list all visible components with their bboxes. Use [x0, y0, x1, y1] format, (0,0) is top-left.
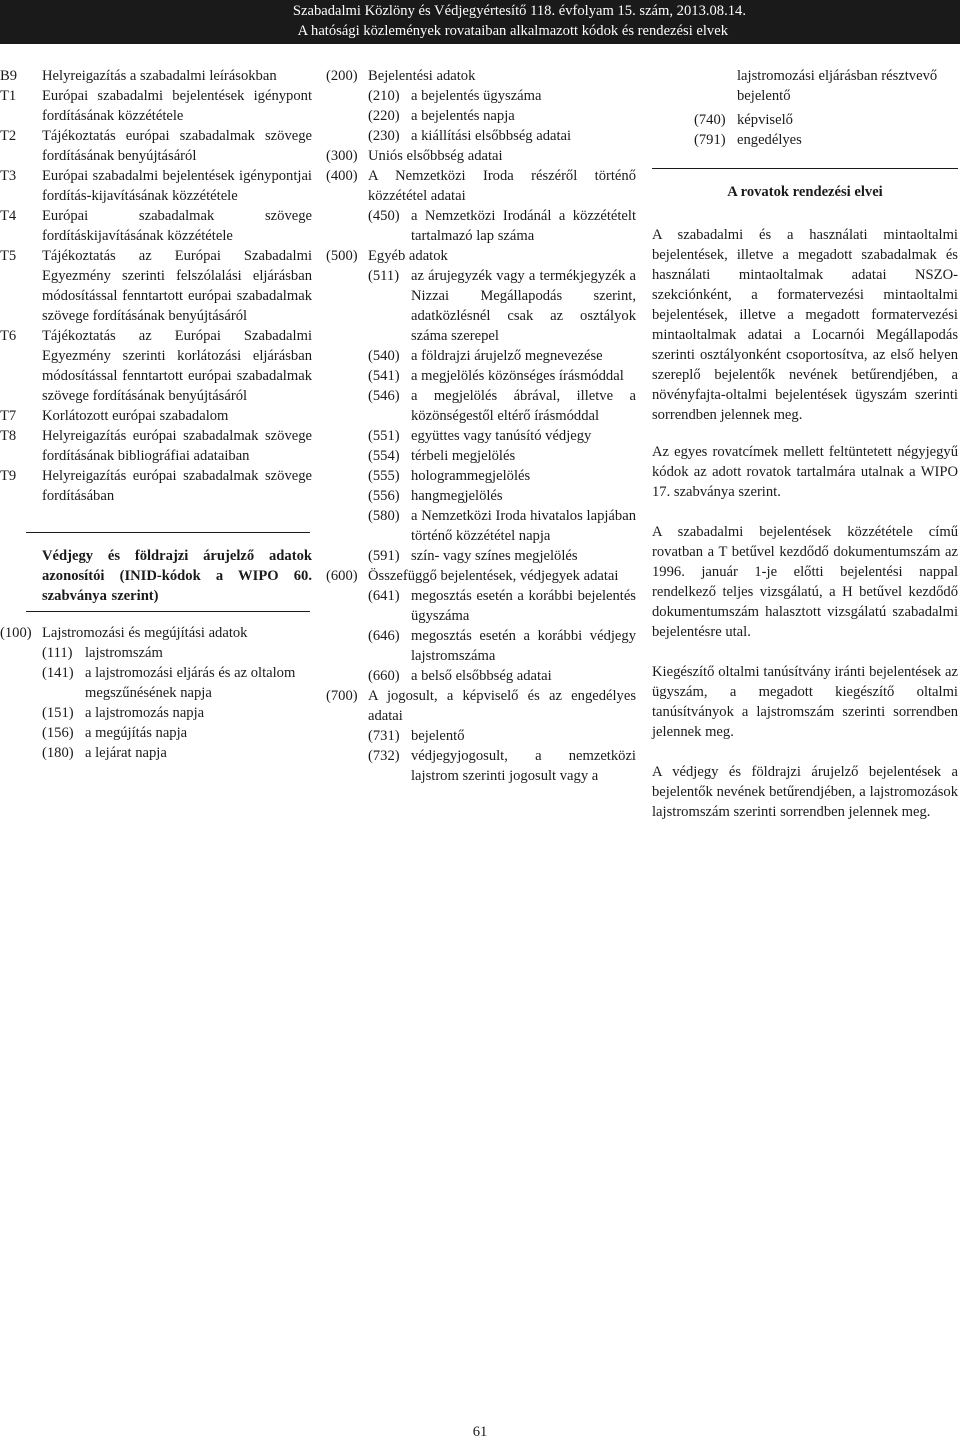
- inid-description: a megjelölés ábrával, illetve a közönségestől eltérő írásmóddal: [411, 388, 636, 424]
- inid-code: (700): [326, 688, 358, 704]
- inid-code: (591): [368, 548, 400, 564]
- inid-description: Egyéb adatok: [368, 248, 448, 264]
- inid-description: a megújítás napja: [85, 725, 188, 741]
- journal-title: Szabadalmi Közlöny és Védjegyértesítő 118. évfolyam 15. szám, 2013.08.14.: [292, 3, 746, 19]
- inid-code: (511): [368, 268, 400, 284]
- inid-code: (100): [0, 625, 32, 641]
- inid-description: a belső elsőbbség adatai: [411, 668, 552, 684]
- inid-entry: [326, 746, 636, 786]
- inid-entry: [326, 466, 636, 486]
- inid-entry: [0, 743, 312, 763]
- code-entry: [0, 326, 312, 406]
- inid-entry: [326, 66, 636, 86]
- inid-description: képviselő: [737, 112, 793, 128]
- ordering-paragraph: Kiegészítő oltalmi tanúsítvány iránti bejelentések az ügyszám, a megadott kiegészítő oltalmi tanúsítványok a lajstromszám szerinti sorrendben jelennek meg.: [652, 664, 958, 740]
- inid-description: a lejárat napja: [85, 745, 167, 761]
- inid-description: Uniós elsőbbség adatai: [368, 148, 503, 164]
- inid-code: (554): [368, 448, 400, 464]
- code-label: T5: [0, 248, 17, 264]
- code-description: Európai szabadalmak szövege fordításkijavításának közzététele: [42, 208, 312, 244]
- inid-description: hologrammegjelölés: [411, 468, 531, 484]
- inid-continuation: lajstromozási eljárásban résztvevő bejelentő: [737, 68, 938, 104]
- code-label: T4: [0, 208, 17, 224]
- inid-description: a földrajzi árujelző megnevezése: [411, 348, 603, 364]
- inid-code: (151): [42, 705, 74, 721]
- code-label: T7: [0, 408, 17, 424]
- inid-description: megosztás esetén a korábbi védjegy lajstromszáma: [411, 628, 636, 664]
- code-entry: [0, 426, 312, 466]
- code-label: T1: [0, 88, 17, 104]
- inid-entry: [326, 86, 636, 106]
- inid-entry: [0, 623, 312, 643]
- inid-description: a kiállítási elsőbbség adatai: [411, 128, 572, 144]
- inid-entry: [326, 166, 636, 206]
- divider: [26, 611, 310, 612]
- inid-description: térbeli megjelölés: [411, 448, 516, 464]
- inid-description: Lajstromozási és megújítási adatok: [42, 625, 248, 641]
- code-entry: [0, 246, 312, 326]
- inid-code: (740): [694, 112, 726, 128]
- inid-code: (230): [368, 128, 400, 144]
- inid-code: (551): [368, 428, 400, 444]
- code-entry: [0, 206, 312, 246]
- inid-entry: [0, 663, 312, 703]
- inid-description: engedélyes: [737, 132, 802, 148]
- code-label: T9: [0, 468, 17, 484]
- ordering-paragraph: A védjegy és földrajzi árujelző bejelentések a bejelentők nevének betűrendjében, a lajstromozások lajstromszám szerinti sorrendben jelennek meg.: [652, 764, 958, 820]
- code-description: Korlátozott európai szabadalom: [42, 408, 229, 424]
- code-entry: [0, 466, 312, 506]
- inid-description: lajstromszám: [85, 645, 163, 661]
- inid-list: [0, 623, 312, 763]
- inid-description: Bejelentési adatok: [368, 68, 476, 84]
- code-description: Helyreigazítás európai szabadalmak szövege fordításában: [42, 468, 312, 504]
- inid-code: (400): [326, 168, 358, 184]
- inid-list: [326, 66, 636, 786]
- inid-code: (450): [368, 208, 400, 224]
- inid-entry: [652, 130, 958, 150]
- inid-code: (641): [368, 588, 400, 604]
- inid-code: (220): [368, 108, 400, 124]
- inid-description: az árujegyzék vagy a termékjegyzék a Nizzai Megállapodás szerint, adatközlésnél csak az osztályok száma szerepel: [411, 268, 636, 344]
- inid-description: a bejelentés ügyszáma: [411, 88, 542, 104]
- inid-code: (540): [368, 348, 400, 364]
- divider: [26, 532, 310, 533]
- inid-code: (141): [42, 665, 74, 681]
- inid-entry: [326, 626, 636, 666]
- code-label: T6: [0, 328, 17, 344]
- inid-entry: [326, 446, 636, 466]
- inid-entry: [326, 206, 636, 246]
- ordering-section-title: A rovatok rendezési elvei: [727, 184, 883, 200]
- inid-description: a lajstromozási eljárás és az oltalom megszűnésének napja: [85, 665, 296, 701]
- ordering-paragraph: A szabadalmi és a használati mintaoltalmi bejelentések, illetve a megadott szabadalmak és használati mintaoltalmak adatai NSZO-szekciónként, a formatervezési mintaoltalmi bejelentések, illetve a megadott formatervezési mintaoltalmak adatai a Locarnói Megállapodás szerinti osztályonként csoportosítva, az első helyen szereplő bejelentők nevének betűrendjében, a növényfajta-oltalmi bejelentések ügyszám szerinti sorrendben jelennek meg.: [652, 227, 958, 423]
- inid-description: megosztás esetén a korábbi bejelentés ügyszáma: [411, 588, 636, 624]
- inid-entry: [326, 566, 636, 586]
- inid-code: (200): [326, 68, 358, 84]
- inid-entry: [326, 386, 636, 426]
- inid-code: (791): [694, 132, 726, 148]
- code-description: Tájékoztatás az Európai Szabadalmi Egyezmény szerinti korlátozási eljárásban módosítással fenntartott európai szabadalmak szövege fordításának benyújtásáról: [42, 328, 312, 404]
- inid-code: (541): [368, 368, 400, 384]
- inid-description: védjegyjogosult, a nemzetközi lajstrom szerinti jogosult vagy a: [411, 748, 636, 784]
- code-label: T2: [0, 128, 17, 144]
- inid-entry: [326, 146, 636, 166]
- inid-description: a lajstromozás napja: [85, 705, 205, 721]
- inid-entry: [0, 643, 312, 663]
- divider: [652, 168, 958, 169]
- inid-entry: [326, 266, 636, 346]
- inid-entry: [326, 686, 636, 726]
- inid-code: (546): [368, 388, 400, 404]
- inid-entry: [326, 426, 636, 446]
- code-description: Európai szabadalmi bejelentések igénypont fordításának közzététele: [42, 88, 312, 124]
- code-entry: [0, 126, 312, 166]
- code-label: T3: [0, 168, 17, 184]
- inid-code: (180): [42, 745, 74, 761]
- inid-description: a bejelentés napja: [411, 108, 515, 124]
- inid-entry: [0, 703, 312, 723]
- code-entry: [0, 86, 312, 126]
- code-entry: [0, 166, 312, 206]
- inid-code: (732): [368, 748, 400, 764]
- code-entry: [0, 406, 312, 426]
- inid-list: [652, 110, 958, 150]
- ordering-paragraph: A szabadalmi bejelentések közzététele című rovatban a T betűvel kezdődő dokumentumszám az 1996. január 1-je előtti bejelentési nappal rendelkező teljes vizsgálatú, a H betűvel kezdődő dokumentumszám halasztott vizsgálatú szabadalmi bejelentésre utal.: [652, 524, 958, 640]
- inid-code: (580): [368, 508, 400, 524]
- inid-section-title: Védjegy és földrajzi árujelző adatok azonosítói (INID-kódok a WIPO 60. szabványa szerint): [42, 548, 312, 604]
- code-description: Tájékoztatás az Európai Szabadalmi Egyezmény szerinti felszólalási eljárásban módosítással fenntartott európai szabadalmak szövege fordításának benyújtásáról: [42, 248, 312, 324]
- inid-description: bejelentő: [411, 728, 465, 744]
- column-2: [326, 66, 636, 786]
- inid-description: együttes vagy tanúsító védjegy: [411, 428, 592, 444]
- page-header: [0, 0, 960, 44]
- code-description: Helyreigazítás európai szabadalmak szövege fordításának bibliográfiai adataiban: [42, 428, 312, 464]
- inid-code: (156): [42, 725, 74, 741]
- inid-code: (210): [368, 88, 400, 104]
- inid-entry: [326, 586, 636, 626]
- inid-entry: [326, 246, 636, 266]
- inid-description: A jogosult, a képviselő és az engedélyes adatai: [368, 688, 636, 724]
- document-code-list: [0, 66, 312, 506]
- page-number: 61: [472, 1424, 488, 1440]
- inid-entry: [326, 126, 636, 146]
- inid-entry: [326, 666, 636, 686]
- inid-entry: [326, 486, 636, 506]
- inid-code: (500): [326, 248, 358, 264]
- inid-entry: [326, 366, 636, 386]
- inid-code: (556): [368, 488, 400, 504]
- ordering-paragraph: Az egyes rovatcímek mellett feltüntetett négyjegyű kódok az adott rovatok tartalmára utalnak a WIPO 17. szabványa szerint.: [652, 444, 958, 500]
- ordering-paragraphs: [652, 225, 958, 822]
- inid-description: szín- vagy színes megjelölés: [411, 548, 578, 564]
- section-subtitle: A hatósági közlemények rovataiban alkalmazott kódok és rendezési elvek: [297, 23, 728, 39]
- column-3: [652, 66, 958, 842]
- inid-description: Összefüggő bejelentések, védjegyek adatai: [368, 568, 619, 584]
- code-label: B9: [0, 68, 18, 84]
- inid-description: a Nemzetközi Iroda hivatalos lapjában történő közzététel napja: [411, 508, 636, 544]
- inid-description: a megjelölés közönséges írásmóddal: [411, 368, 624, 384]
- code-entry: [0, 66, 312, 86]
- inid-entry: [326, 546, 636, 566]
- inid-entry: [326, 506, 636, 546]
- inid-entry: [326, 106, 636, 126]
- inid-code: (646): [368, 628, 400, 644]
- inid-code: (731): [368, 728, 400, 744]
- inid-code: (555): [368, 468, 400, 484]
- inid-entry: [0, 723, 312, 743]
- inid-description: A Nemzetközi Iroda részéről történő közzététel adatai: [368, 168, 636, 204]
- column-1: [0, 66, 312, 763]
- inid-code: (111): [42, 645, 73, 661]
- inid-description: hangmegjelölés: [411, 488, 503, 504]
- inid-entry: [326, 346, 636, 366]
- inid-description: a Nemzetközi Irodánál a közzétételt tartalmazó lap száma: [411, 208, 636, 244]
- code-description: Európai szabadalmi bejelentések igénypontjai fordítás-kijavításának közzététele: [42, 168, 312, 204]
- inid-code: (660): [368, 668, 400, 684]
- code-description: Tájékoztatás európai szabadalmak szövege fordításának benyújtásáról: [42, 128, 312, 164]
- inid-code: (600): [326, 568, 358, 584]
- inid-entry: [652, 110, 958, 130]
- code-description: Helyreigazítás a szabadalmi leírásokban: [42, 68, 277, 84]
- inid-entry: [326, 726, 636, 746]
- inid-code: (300): [326, 148, 358, 164]
- code-label: T8: [0, 428, 17, 444]
